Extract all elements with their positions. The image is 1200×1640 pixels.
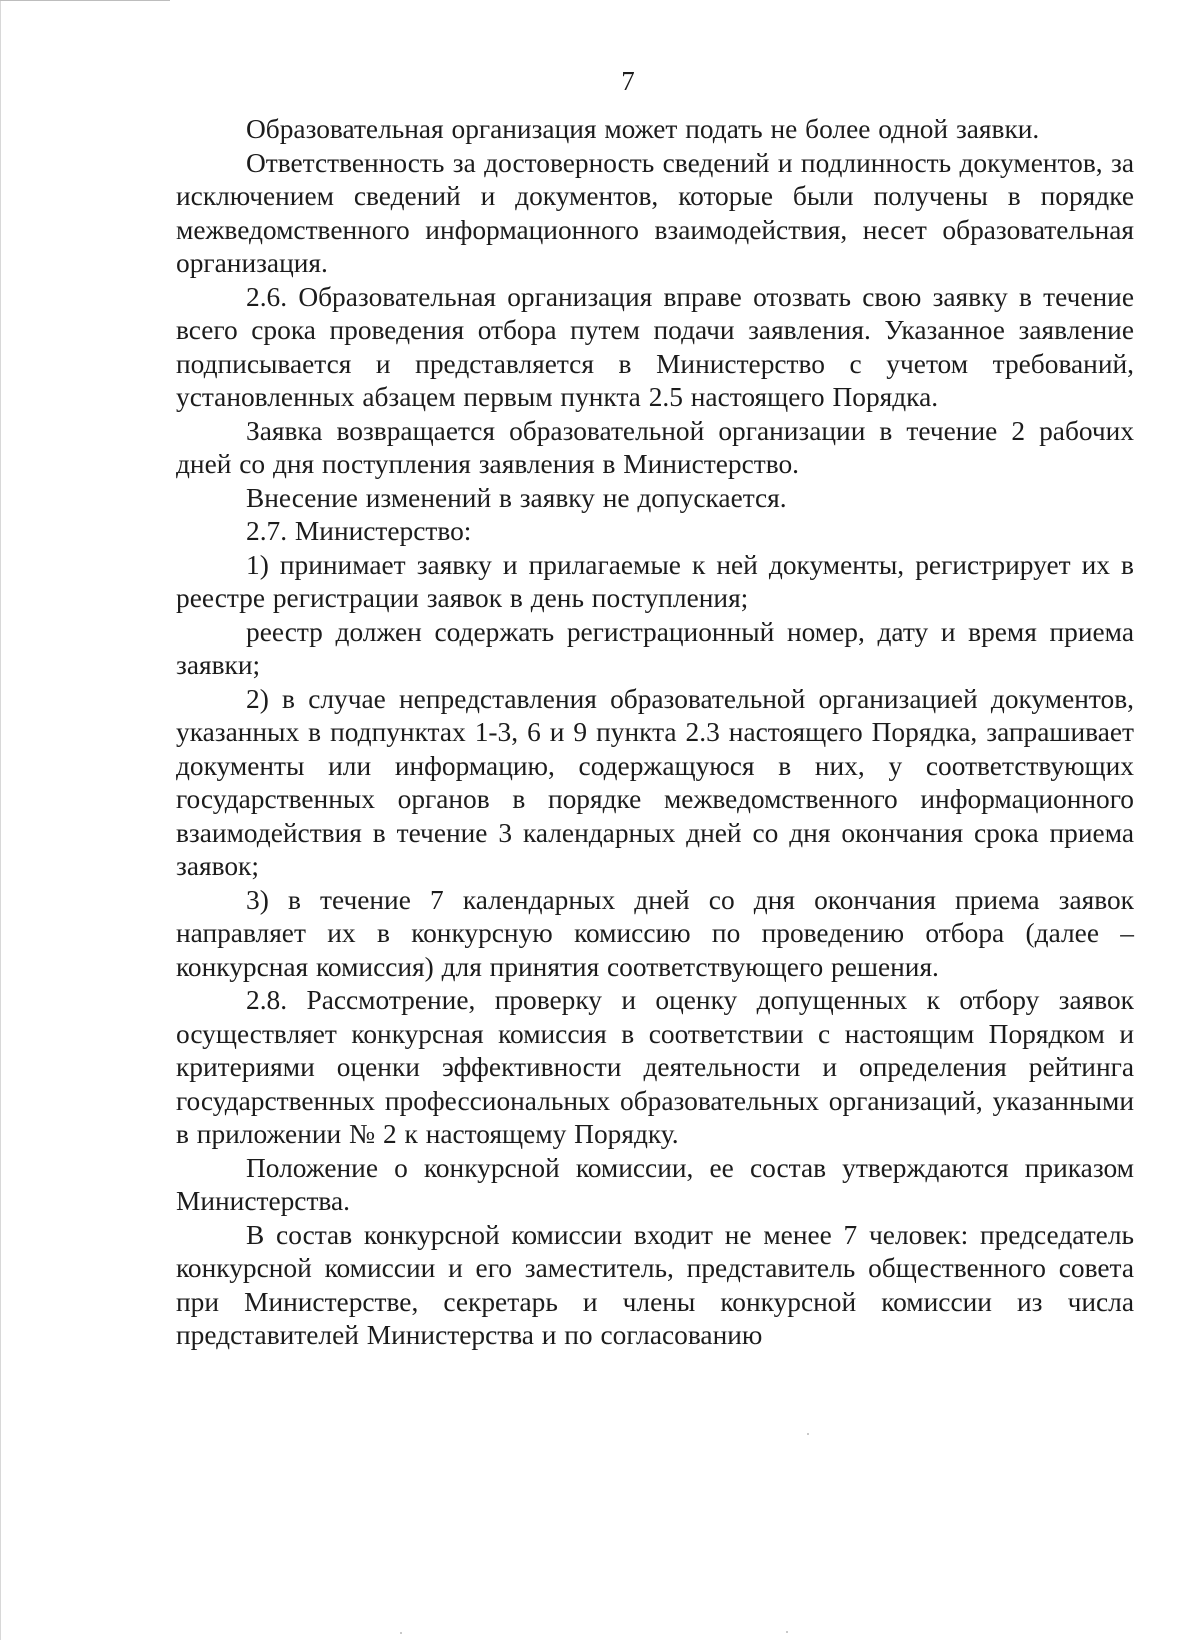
paragraph: Положение о конкурсной комиссии, ее состав утверждаются приказом Министерства. bbox=[176, 1152, 1134, 1216]
paragraph: 2.8. Рассмотрение, проверку и оценку допущенных к отбору заявок осуществляет конкурсная комиссия в соответствии с настоящим Порядком и критериями оценки эффективности деятельности и определения рейтинга государственных профессиональных образовательных организаций, указанными в приложении № 2 к настоящему Порядку. bbox=[176, 985, 1134, 1149]
scan-speck bbox=[786, 1631, 788, 1633]
paragraph: 3) в течение 7 календарных дней со дня окончания приема заявок направляет их в конкурсную комиссию по проведению отбора (далее – конкурсная комиссия) для принятия соответствующего решения. bbox=[176, 884, 1134, 982]
paragraph: 2) в случае непредставления образовательной организацией документов, указанных в подпунктах 1-3, 6 и 9 пункта 2.3 настоящего Порядка, запрашивает документы или информацию, содержащуюся в них, у соответствующих государственных органов в порядке межведомственного информационного взаимодействия в течение 3 календарных дней со дня окончания срока приема заявок; bbox=[176, 683, 1134, 881]
paragraph: Внесение изменений в заявку не допускается. bbox=[246, 482, 787, 513]
paragraph: 2.6. Образовательная организация вправе отозвать свою заявку в течение всего срока проведения отбора путем подачи заявления. Указанное заявление подписывается и представляется в Министерство с учетом требований, установленных абзацем первым пункта 2.5 настоящего Порядка. bbox=[176, 281, 1134, 412]
paragraph: Ответственность за достоверность сведений и подлинность документов, за исключением сведений и документов, которые были получены в порядке межведомственного информационного взаимодействия, несет образовательная организация. bbox=[176, 147, 1134, 278]
paragraph: реестр должен содержать регистрационный номер, дату и время приема заявки; bbox=[176, 616, 1134, 680]
scan-speck bbox=[807, 1433, 809, 1435]
scan-edge-left bbox=[0, 0, 1, 1640]
paragraph: Заявка возвращается образовательной организации в течение 2 рабочих дней со дня поступления заявления в Министерство. bbox=[176, 415, 1134, 479]
scan-edge-top bbox=[0, 0, 170, 1]
paragraph: 1) принимает заявку и прилагаемые к ней документы, регистрирует их в реестре регистрации заявок в день поступления; bbox=[176, 549, 1134, 613]
scan-speck bbox=[400, 1632, 402, 1634]
paragraph: Образовательная организация может подать не более одной заявки. bbox=[246, 114, 1040, 144]
body-text bbox=[176, 113, 1134, 1353]
page-number: 7 bbox=[621, 66, 635, 96]
paragraph: В состав конкурсной комиссии входит не менее 7 человек: председатель конкурсной комиссии и его заместитель, представитель общественного совета при Министерстве, секретарь и члены конкурсной комиссии из числа представителей Министерства и по согласованию bbox=[176, 1219, 1134, 1350]
paragraph: 2.7. Министерство: bbox=[246, 516, 472, 546]
